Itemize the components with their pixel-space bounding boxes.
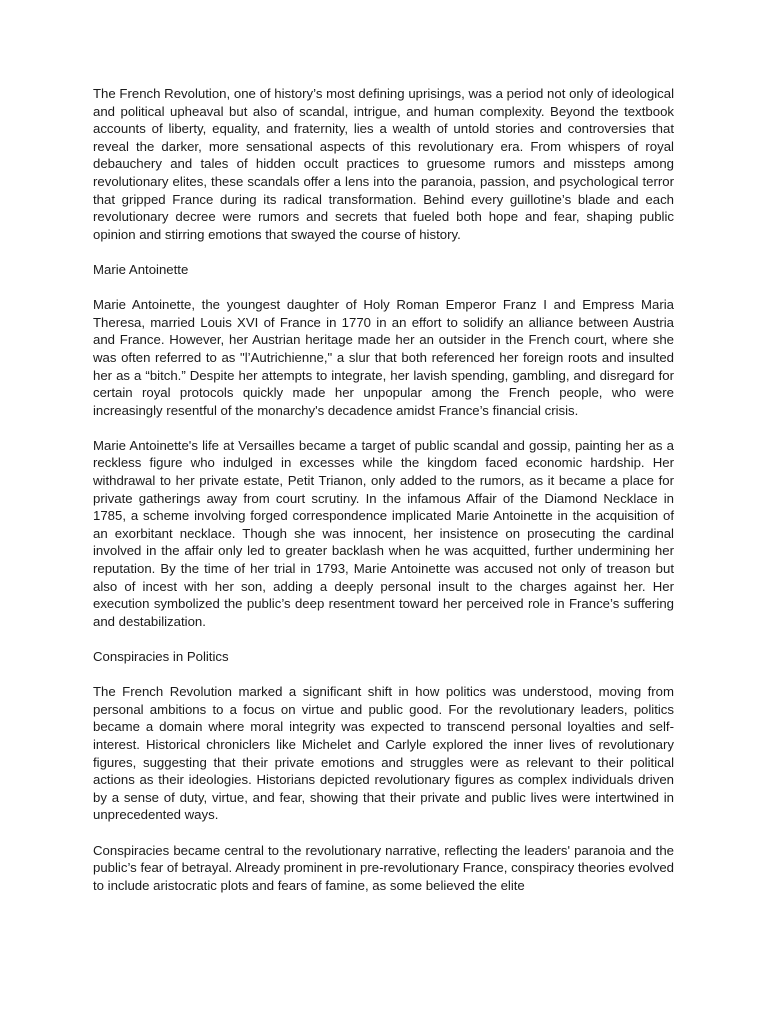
conspiracies-paragraph-1: The French Revolution marked a significant shift in how politics was understood, moving from personal ambitions to a focus on virtue and public good. For the revolutionary leaders, politics became a domain where moral integrity was expected to transcend personal loyalties and self-interest. Historical chroniclers like Michelet and Carlyle explored the inner lives of revolutionary figures, suggesting that their private emotions and struggles were as relevant to their political actions as their ideologies. Historians depicted revolutionary figures as complex individuals driven by a sense of duty, virtue, and fear, showing that their private and public lives were intertwined in unprecedented ways. (93, 684, 674, 823)
document-page (93, 85, 674, 912)
intro-paragraph: The French Revolution, one of history’s most defining uprisings, was a period not only of ideological and political upheaval but also of scandal, intrigue, and human complexity. Beyond the textbook accounts of liberty, equality, and fraternity, lies a wealth of untold stories and controversies that reveal the darker, more sensational aspects of this revolutionary era. From whispers of royal debauchery and tales of hidden occult practices to gruesome rumors and missteps among revolutionary elites, these scandals offer a lens into the paranoia, passion, and psychological terror that gripped France during its radical transformation. Behind every guillotine’s blade and each revolutionary decree were rumors and secrets that fueled both hope and fear, shaping public opinion and stirring emotions that swayed the course of history. (93, 86, 674, 242)
marie-antoinette-paragraph-2: Marie Antoinette's life at Versailles became a target of public scandal and gossip, painting her as a reckless figure who indulged in excesses while the kingdom faced economic hardship. Her withdrawal to her private estate, Petit Trianon, only added to the rumors, as it became a place for private gatherings away from court scrutiny. In the infamous Affair of the Diamond Necklace in 1785, a scheme involving forged correspondence implicated Marie Antoinette in the acquisition of an exorbitant necklace. Though she was innocent, her insistence on prosecuting the cardinal involved in the affair only led to greater backlash when he was acquitted, further undermining her reputation. By the time of her trial in 1793, Marie Antoinette was accused not only of treason but also of incest with her son, adding a deeply personal insult to the charges against her. Her execution symbolized the public’s deep resentment toward her perceived role in France’s suffering and destabilization. (93, 437, 674, 629)
marie-antoinette-paragraph-1: Marie Antoinette, the youngest daughter of Holy Roman Emperor Franz I and Empress Maria Theresa, married Louis XVI of France in 1770 in an effort to solidify an alliance between Austria and France. However, her Austrian heritage made her an outsider in the French court, where she was often referred to as "l’Autrichienne," a slur that both referenced her foreign roots and insulted her as a “bitch.” Despite her attempts to integrate, her lavish spending, gambling, and disregard for certain royal protocols quickly made her unpopular among the French people, who were increasingly resentful of the monarchy's decadence amidst France’s financial crisis. (93, 297, 674, 418)
section-heading-marie-antoinette: Marie Antoinette (93, 261, 189, 277)
section-heading-conspiracies: Conspiracies in Politics (93, 649, 229, 664)
conspiracies-paragraph-2: Conspiracies became central to the revolutionary narrative, reflecting the leaders' paranoia and the public’s fear of betrayal. Already prominent in pre-revolutionary France, conspiracy theories evolved to include aristocratic plots and fears of famine, as some believed the elite (93, 842, 674, 893)
